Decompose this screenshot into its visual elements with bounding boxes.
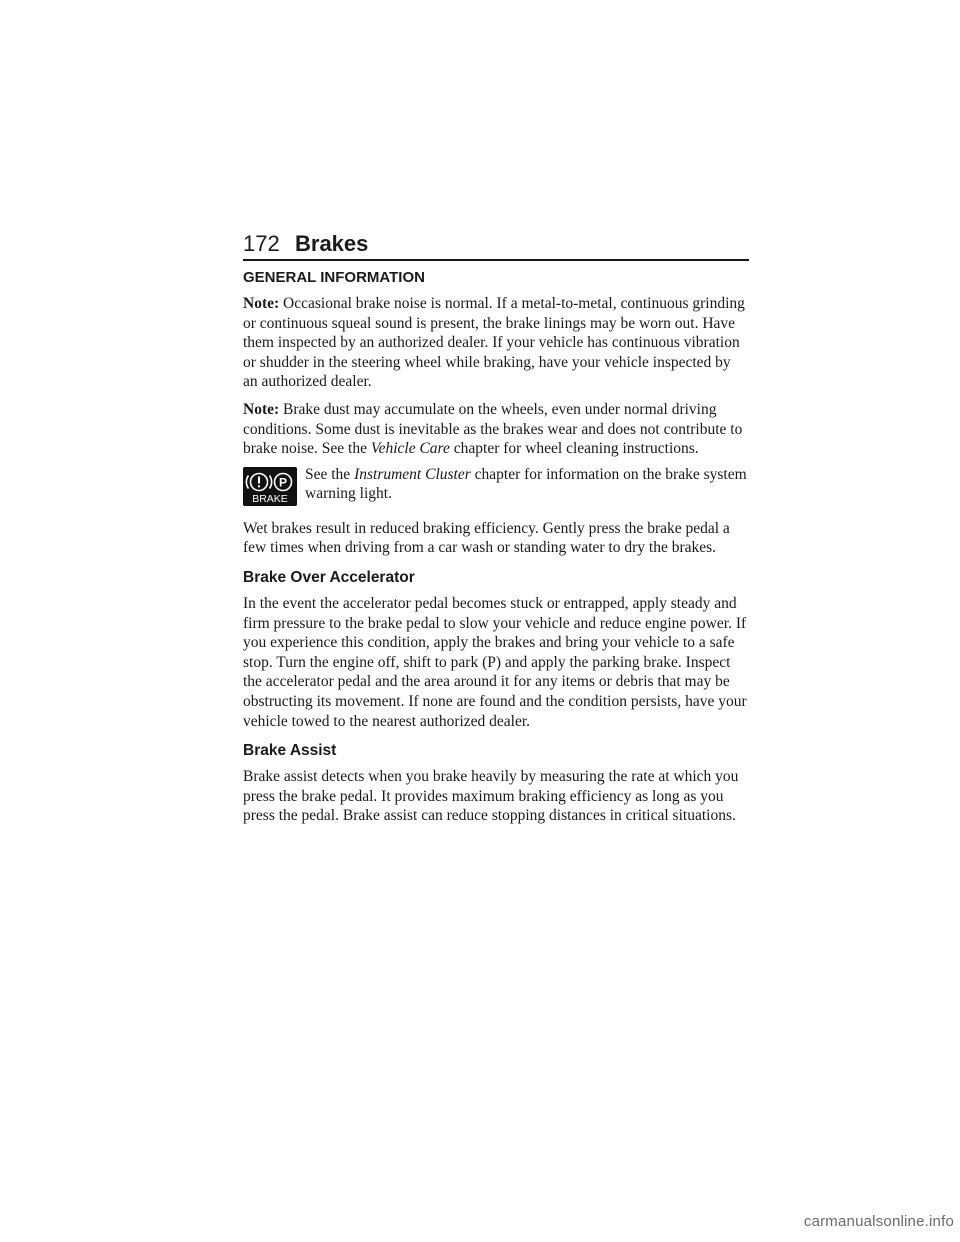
warning-light-text-part: chapter for information on the brake system warning light. [305,465,747,503]
brake-warning-icon [243,467,297,506]
note-text: chapter for wheel cleaning instructions. [453,440,699,458]
wet-brakes-paragraph: Wet brakes result in reduced braking efficiency. Gently press the brake pedal a few times when driving from a car wash or standing water to dry the brakes. [243,519,730,557]
chapter-reference: Vehicle Care [370,440,450,458]
warning-light-text-part: See the [305,465,355,483]
header-divider [243,259,749,261]
chapter-reference: Instrument Cluster [354,465,471,483]
section-heading-general: GENERAL INFORMATION [243,269,425,286]
chapter-title: Brakes [295,231,369,256]
note-text: Brake dust may accumulate on the wheels, even under normal driving conditions. Some dust is inevitable as the brakes wear and does not contribute to brake noise. See the [243,400,743,458]
note-label: Note: [243,295,280,312]
note-label: Note: [243,400,280,418]
footer-watermark[interactable]: carmanualsonline.info [803,1213,954,1230]
svg-text:P: P [278,475,288,490]
brake-icon-label: BRAKE [252,492,288,505]
page-content [243,268,749,834]
section-heading-brake-over-accelerator: Brake Over Accelerator [243,568,415,586]
warning-light-row [243,467,749,509]
note-paragraph-dust [243,400,749,459]
brake-over-accelerator-paragraph: In the event the accelerator pedal becomes stuck or entrapped, apply steady and firm pressure to the brake pedal to slow your vehicle and reduce engine power. If you experience this condition, apply the brakes and bring your vehicle to a safe stop. Turn the engine off, shift to park (P) and apply the parking brake. Inspect the accelerator pedal and the area around it for any items or debris that may be obstructing its movement. If none are found and the condition persists, have your vehicle towed to the nearest authorized dealer. [243,594,747,730]
page-header [243,230,749,260]
section-heading-brake-assist: Brake Assist [243,742,337,760]
brake-assist-paragraph: Brake assist detects when you brake heavily by measuring the rate at which you press the brake pedal. It provides maximum braking efficiency as long as you press the pedal. Brake assist can reduce stopping distances in critical situations. [243,768,739,825]
page-number: 172 [243,231,280,256]
note-text: Occasional brake noise is normal. If a metal-to-metal, continuous grinding or continuous squeal sound is present, the brake linings may be worn out. Have them inspected by an authorized dealer. If your vehicle has continuous vibration or shudder in the steering wheel while braking, have your vehicle inspected by an authorized dealer. [243,295,745,391]
warning-light-text [305,465,749,504]
note-paragraph-noise [243,294,749,392]
